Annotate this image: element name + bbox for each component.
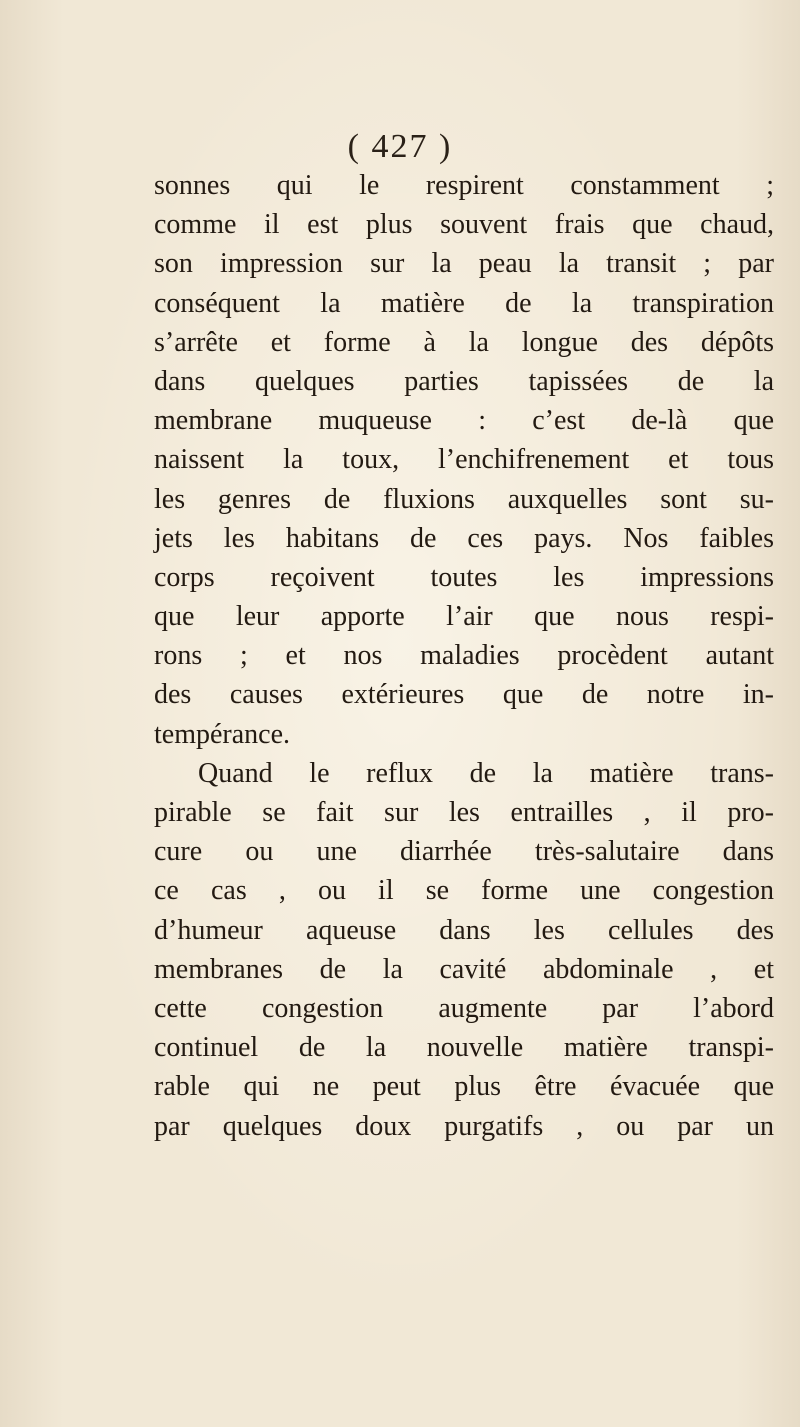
page-number: ( 427 ) xyxy=(347,128,453,165)
text-line: jets les habitans de ces pays. Nos faibles xyxy=(154,522,774,554)
text-line: corps reçoivent toutes les impressions xyxy=(154,561,774,593)
text-line: pirable se fait sur les entrailles , il pro- xyxy=(154,797,774,828)
text-line: ce cas , ou il se forme une congestion xyxy=(154,875,774,907)
text-line: continuel de la nouvelle matière transpi- xyxy=(154,1032,774,1064)
text-line: cure ou une diarrhée très-salutaire dans xyxy=(154,836,774,868)
text-line: cette congestion augmente par l’abord xyxy=(154,992,774,1024)
body-text xyxy=(154,166,774,1146)
text-line: sonnes qui le respirent constamment ; xyxy=(154,170,774,201)
text-line: par quelques doux purgatifs , ou par un xyxy=(154,1110,774,1142)
text-line: des causes extérieures que de notre in- xyxy=(154,679,774,711)
text-line: s’arrête et forme à la longue des dépôts xyxy=(154,326,774,358)
text-line: comme il est plus souvent frais que chaud, xyxy=(154,209,774,241)
text-line: dans quelques parties tapissées de la xyxy=(154,365,774,397)
text-line: naissent la toux, l’enchifrenement et tous xyxy=(154,444,774,476)
text-line: rable qui ne peut plus être évacuée que xyxy=(154,1071,774,1103)
text-line: membrane muqueuse : c’est de-là que xyxy=(154,405,774,437)
paragraph-end-line: tempérance. xyxy=(154,718,291,750)
text-line: conséquent la matière de la transpiration xyxy=(154,287,774,319)
text-line: que leur apporte l’air que nous respi- xyxy=(154,601,774,633)
text-line: d’humeur aqueuse dans les cellules des xyxy=(154,914,774,946)
text-line: rons ; et nos maladies procèdent autant xyxy=(154,640,774,672)
text-line: les genres de fluxions auxquelles sont su- xyxy=(154,483,774,515)
paragraph-start-line: Quand le reflux de la matière trans- xyxy=(198,757,774,789)
text-line: membranes de la cavité abdominale , et xyxy=(154,953,774,985)
text-line: son impression sur la peau la transit ; par xyxy=(154,248,774,280)
